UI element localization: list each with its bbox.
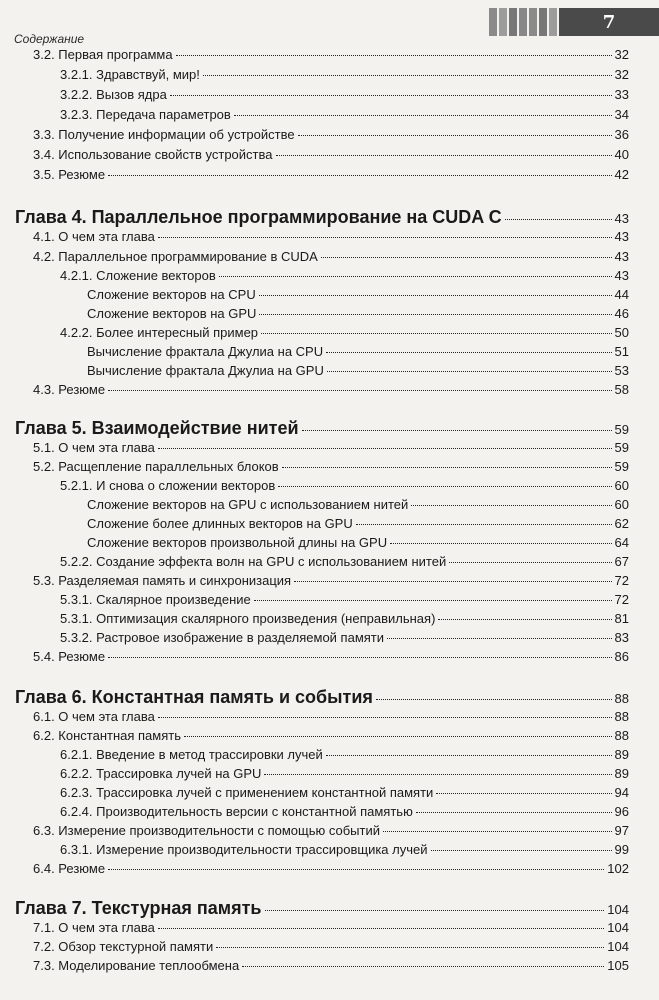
toc-entry-page: 60 [614, 478, 629, 493]
toc-entry-title: 5.3. Разделяемая память и синхронизация [33, 573, 292, 588]
toc-entry-page: 43 [614, 249, 629, 264]
chapter-title: Глава 7. Текстурная память [15, 898, 262, 918]
toc-entry-page: 36 [614, 127, 629, 142]
toc-entry-title: 3.2. Первая программа [33, 47, 173, 62]
toc-entry[interactable] [60, 325, 629, 343]
decor-bar [549, 8, 557, 36]
toc-entry-title: 4.2.1. Сложение векторов [60, 268, 216, 283]
leader-dots [431, 850, 612, 851]
toc-entry-title: Сложение более длинных векторов на GPU [87, 516, 353, 531]
leader-dots [261, 333, 611, 334]
toc-entry-title: Вычисление фрактала Джулиа на CPU [87, 344, 324, 359]
toc-entry[interactable] [33, 229, 629, 247]
leader-dots [158, 717, 612, 718]
toc-entry[interactable] [33, 127, 629, 145]
toc-entry-page: 104 [607, 939, 629, 954]
toc-entry-title: 4.2. Параллельное программирование в CUDA [33, 249, 318, 264]
leader-dots [298, 135, 612, 136]
toc-entry-title: 6.2.4. Производительность версии с константной памятью [60, 804, 413, 819]
toc-entry[interactable] [60, 67, 629, 85]
toc-entry[interactable] [33, 147, 629, 165]
toc-entry-page: 102 [607, 861, 629, 876]
toc-entry-title: 4.3. Резюме [33, 382, 106, 397]
leader-dots [219, 276, 612, 277]
toc-entry-page: 97 [614, 823, 629, 838]
leader-dots [411, 505, 611, 506]
leader-dots [321, 257, 612, 258]
toc-entry[interactable] [33, 649, 629, 667]
leader-dots [326, 755, 612, 756]
toc-entry[interactable] [87, 287, 629, 305]
toc-entry-page: 59 [614, 459, 629, 474]
toc-entry-title: 7.3. Моделирование теплообмена [33, 958, 240, 973]
leader-dots [326, 352, 611, 353]
leader-dots [176, 55, 612, 56]
toc-entry-page: 53 [614, 363, 629, 378]
toc-entry-title: 3.2.3. Передача параметров [60, 107, 231, 122]
toc-entry-title: 5.3.1. Скалярное произведение [60, 592, 251, 607]
leader-dots [184, 736, 612, 737]
toc-entry-page: 83 [614, 630, 629, 645]
leader-dots [170, 95, 612, 96]
leader-dots [282, 467, 612, 468]
header-section-label: Содержание [14, 32, 85, 46]
toc-entry-title: 3.2.1. Здравствуй, мир! [60, 67, 200, 82]
toc-entry-title: Сложение векторов на GPU [87, 306, 257, 321]
toc-entry-page: 89 [614, 766, 629, 781]
toc-entry[interactable] [33, 958, 629, 976]
toc-entry-page: 86 [614, 649, 629, 664]
leader-dots [449, 562, 611, 563]
toc-entry-title: Сложение векторов на CPU [87, 287, 256, 302]
toc-entry-page: 42 [614, 167, 629, 182]
leader-dots [242, 966, 604, 967]
leader-dots [278, 486, 611, 487]
toc-entry-title: 5.4. Резюме [33, 649, 106, 664]
toc-entry-page: 99 [614, 842, 629, 857]
toc-entry-page: 59 [614, 440, 629, 455]
toc-entry[interactable] [60, 107, 629, 125]
toc-entry-page: 81 [614, 611, 629, 626]
toc-entry-title: 6.2.3. Трассировка лучей с применением константной памяти [60, 785, 434, 800]
leader-dots [108, 175, 611, 176]
decor-bar [489, 8, 497, 36]
leader-dots [438, 619, 611, 620]
leader-dots [108, 869, 604, 870]
toc-entry[interactable] [60, 611, 629, 629]
toc-entry-page: 58 [614, 382, 629, 397]
toc-entry[interactable] [60, 554, 629, 572]
leader-dots [216, 947, 604, 948]
toc-entry[interactable] [87, 535, 629, 553]
toc-entry-page: 64 [614, 535, 629, 550]
toc-entry[interactable] [60, 630, 629, 648]
toc-entry[interactable] [60, 592, 629, 610]
decor-bar [509, 8, 517, 36]
leader-dots [327, 371, 612, 372]
toc-entry[interactable] [60, 268, 629, 286]
leader-dots [259, 314, 611, 315]
toc-entry-title: 6.3. Измерение производительности с помощью событий [33, 823, 381, 838]
leader-dots [203, 75, 612, 76]
chapter-title: Глава 4. Параллельное программирование на CUDA C [15, 207, 502, 227]
toc-entry-title: Вычисление фрактала Джулиа на GPU [87, 363, 324, 378]
toc-entry[interactable] [60, 785, 629, 803]
leader-dots [264, 774, 611, 775]
toc-entry[interactable] [33, 709, 629, 727]
toc-entry-page: 44 [614, 287, 629, 302]
leader-dots [390, 543, 611, 544]
decor-bar [539, 8, 547, 36]
toc-entry-page: 104 [607, 920, 629, 935]
toc-entry-page: 32 [614, 67, 629, 82]
leader-dots [158, 928, 604, 929]
toc-entry-page: 32 [614, 47, 629, 62]
chapter-title: Глава 6. Константная память и события [15, 687, 373, 707]
chapter-heading[interactable] [15, 687, 629, 708]
toc-entry[interactable] [33, 861, 629, 879]
toc-entry[interactable] [87, 497, 629, 515]
toc-entry-title: Сложение векторов произвольной длины на GPU [87, 535, 388, 550]
chapter-page: 104 [607, 902, 629, 917]
chapter-page: 59 [614, 422, 629, 437]
toc-entry-title: 6.2.2. Трассировка лучей на GPU [60, 766, 262, 781]
toc-entry[interactable] [33, 47, 629, 65]
toc-entry-page: 43 [614, 268, 629, 283]
leader-dots [356, 524, 612, 525]
toc-entry-title: 7.2. Обзор текстурной памяти [33, 939, 214, 954]
toc-entry[interactable] [60, 87, 629, 105]
chapter-title: Глава 5. Взаимодействие нитей [15, 418, 299, 438]
page-number: 7 [559, 8, 659, 36]
toc-entry[interactable] [33, 823, 629, 841]
leader-dots [294, 581, 611, 582]
page-number-bar [489, 8, 659, 36]
toc-entry[interactable] [33, 920, 629, 938]
toc-entry-page: 50 [614, 325, 629, 340]
toc-entry-title: 3.5. Резюме [33, 167, 106, 182]
toc-entry-title: 5.3.1. Оптимизация скалярного произведения (неправильная) [60, 611, 436, 626]
toc-entry[interactable] [60, 747, 629, 765]
toc-entry[interactable] [33, 459, 629, 477]
leader-dots [265, 910, 605, 911]
toc-entry[interactable] [33, 939, 629, 957]
toc-entry[interactable] [33, 382, 629, 400]
toc-entry[interactable] [87, 516, 629, 534]
toc-entry-page: 89 [614, 747, 629, 762]
toc-entry-title: 6.2.1. Введение в метод трассировки лучей [60, 747, 323, 762]
toc-entry-page: 72 [614, 573, 629, 588]
toc-entry-page: 94 [614, 785, 629, 800]
toc-entry-page: 88 [614, 728, 629, 743]
leader-dots [416, 812, 612, 813]
toc-entry-page: 33 [614, 87, 629, 102]
toc-entry[interactable] [87, 306, 629, 324]
toc-entry-title: 3.2.2. Вызов ядра [60, 87, 167, 102]
toc-entry[interactable] [87, 363, 629, 381]
toc-entry-title: 5.3.2. Растровое изображение в разделяемой памяти [60, 630, 385, 645]
leader-dots [259, 295, 612, 296]
toc-entry-title: 5.1. О чем эта глава [33, 440, 155, 455]
decor-bar [499, 8, 507, 36]
toc-entry-title: 6.2. Константная память [33, 728, 181, 743]
toc-entry-title: 3.3. Получение информации об устройстве [33, 127, 295, 142]
toc-entry[interactable] [33, 573, 629, 591]
decor-bar [519, 8, 527, 36]
leader-dots [436, 793, 611, 794]
toc-entry-title: 6.1. О чем эта глава [33, 709, 155, 724]
toc-entry[interactable] [60, 804, 629, 822]
leader-dots [376, 699, 612, 700]
toc-entry-page: 60 [614, 497, 629, 512]
toc-entry-page: 40 [614, 147, 629, 162]
leader-dots [158, 237, 612, 238]
toc-entry-title: 6.4. Резюме [33, 861, 106, 876]
toc-entry-page: 72 [614, 592, 629, 607]
chapter-heading[interactable] [15, 418, 629, 439]
leader-dots [108, 657, 611, 658]
toc-entry-title: 5.2. Расщепление параллельных блоков [33, 459, 279, 474]
toc-entry-page: 105 [607, 958, 629, 973]
toc-entry[interactable] [33, 728, 629, 746]
leader-dots [505, 219, 612, 220]
toc-entry-title: 5.2.1. И снова о сложении векторов [60, 478, 276, 493]
toc-entry-page: 67 [614, 554, 629, 569]
toc-entry-page: 51 [614, 344, 629, 359]
chapter-page: 88 [614, 691, 629, 706]
toc-entry-page: 46 [614, 306, 629, 321]
leader-dots [254, 600, 612, 601]
leader-dots [234, 115, 612, 116]
toc-entry-title: Сложение векторов на GPU с использованием нитей [87, 497, 409, 512]
toc-entry[interactable] [60, 842, 629, 860]
toc-entry-title: 4.2.2. Более интересный пример [60, 325, 259, 340]
leader-dots [108, 390, 611, 391]
decor-bar [529, 8, 537, 36]
toc-entry[interactable] [60, 766, 629, 784]
toc-entry[interactable] [33, 249, 629, 267]
toc-entry-title: 5.2.2. Создание эффекта волн на GPU с использованием нитей [60, 554, 447, 569]
toc-entry-title: 6.3.1. Измерение производительности трассировщика лучей [60, 842, 428, 857]
toc-entry-page: 34 [614, 107, 629, 122]
leader-dots [383, 831, 612, 832]
toc-entry-title: 7.1. О чем эта глава [33, 920, 155, 935]
toc-entry[interactable] [33, 167, 629, 185]
toc-entry-page: 96 [614, 804, 629, 819]
chapter-heading[interactable] [15, 207, 629, 228]
toc-entry-title: 4.1. О чем эта глава [33, 229, 155, 244]
chapter-page: 43 [614, 211, 629, 226]
toc-entry-page: 88 [614, 709, 629, 724]
leader-dots [302, 430, 612, 431]
leader-dots [158, 448, 612, 449]
toc-entry[interactable] [33, 440, 629, 458]
toc-entry-page: 43 [614, 229, 629, 244]
toc-entry-title: 3.4. Использование свойств устройства [33, 147, 273, 162]
toc-entry[interactable] [60, 478, 629, 496]
chapter-heading[interactable] [15, 898, 629, 919]
leader-dots [387, 638, 612, 639]
toc-entry[interactable] [87, 344, 629, 362]
toc-entry-page: 62 [614, 516, 629, 531]
leader-dots [276, 155, 612, 156]
